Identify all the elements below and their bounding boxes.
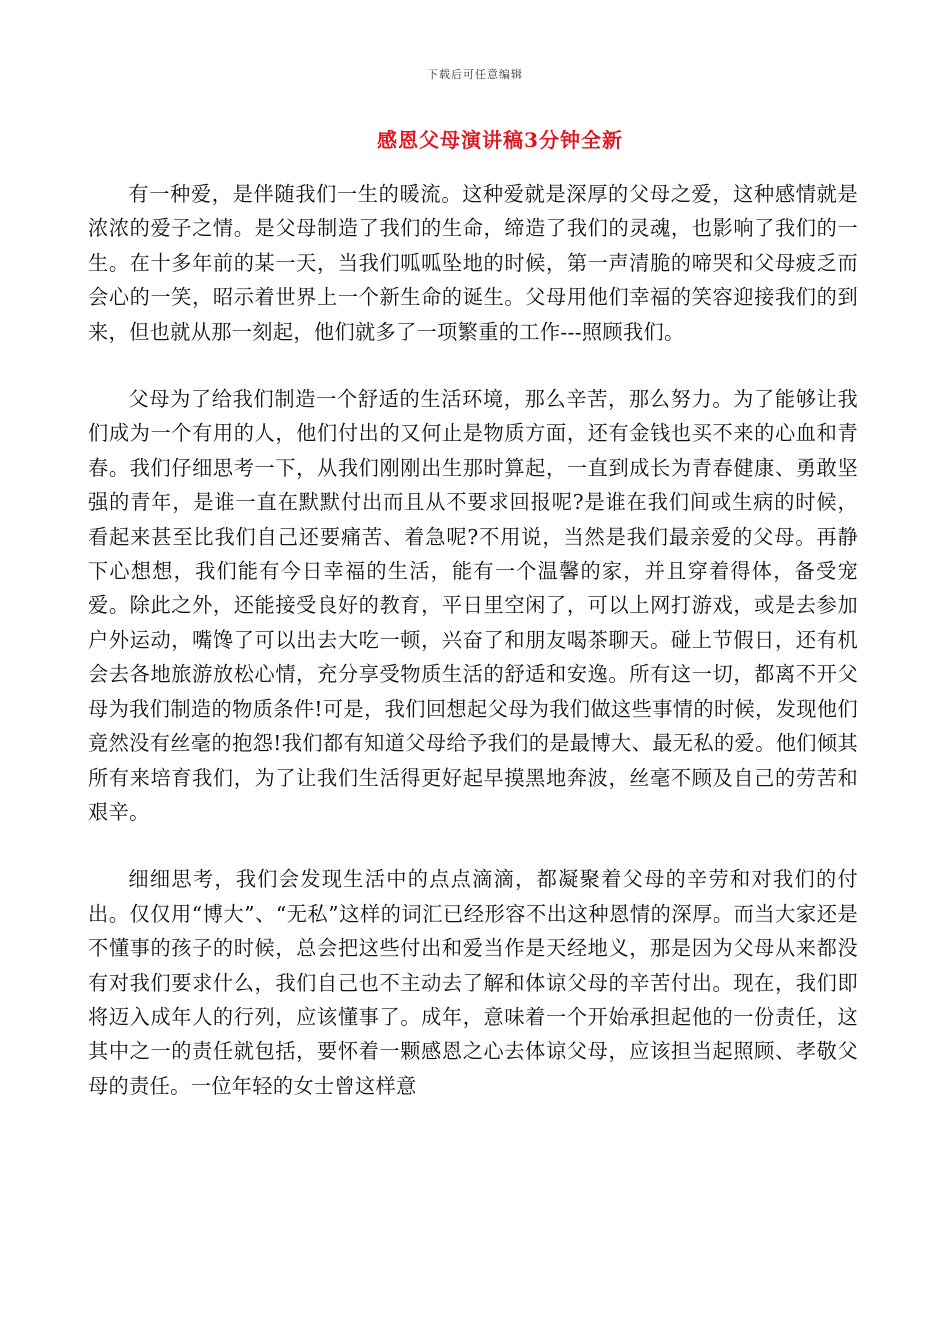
- paragraph-1: 有一种爱，是伴随我们一生的暖流。这种爱就是深厚的父母之爱，这种感情就是浓浓的爱子之情。是父母制造了我们的生命，缔造了我们的灵魂，也影响了我们的一生。在十多年前的某一天，当我们呱呱坠地的时候，第一声清脆的啼哭和父母疲乏而会心的一笑，昭示着世界上一个新生命的诞生。父母用他们幸福的笑容迎接我们的到来，但也就从那一刻起，他们就多了一项繁重的工作---照顾我们。: [88, 182, 858, 344]
- header-note: 下载后可任意编辑: [427, 68, 523, 81]
- paragraph-2: 父母为了给我们制造一个舒适的生活环境，那么辛苦，那么努力。为了能够让我们成为一个有用的人，他们付出的又何止是物质方面，还有金钱也买不来的心血和青春。我们仔细思考一下，从我们刚刚出生那时算起，一直到成长为青春健康、勇敢坚强的青年，是谁一直在默默付出而且从不要求回报呢?是谁在我们间或生病的时候，看起来甚至比我们自己还要痛苦、着急呢?不用说，当然是我们最亲爱的父母。再静下心想想，我们能有今日幸福的生活，能有一个温馨的家，并且穿着得体，备受宠爱。除此之外，还能接受良好的教育，平日里空闲了，可以上网打游戏，或是去参加户外运动，嘴馋了可以出去大吃一顿，兴奋了和朋友喝茶聊天。碰上节假日，还有机会去各地旅游放松心情，充分享受物质生活的舒适和安逸。所有这一切，都离不开父母为我们制造的物质条件!可是，我们回想起父母为我们做这些事情的时候，发现他们竟然没有丝毫的抱怨!我们都有知道父母给予我们的是最博大、最无私的爱。他们倾其所有来培育我们，为了让我们生活得更好起早摸黑地奔波，丝毫不顾及自己的劳苦和艰辛。: [88, 387, 858, 824]
- paragraph-3: 细细思考，我们会发现生活中的点点滴滴，都凝聚着父母的辛劳和对我们的付出。仅仅用“博大”、“无私”这样的词汇已经形容不出这种恩情的深厚。而当大家还是不懂事的孩子的时候，总会把这些付出和爱当作是天经地义，那是因为父母从来都没有对我们要求什么，我们自己也不主动去了解和体谅父母的辛苦付出。现在，我们即将迈入成年人的行列，应该懂事了。成年，意味着一个开始承担起他的一份责任，这其中之一的责任就包括，要怀着一颗感恩之心去体谅父母，应该担当起照顾、孝敬父母的责任。一位年轻的女士曾这样意: [88, 867, 858, 1098]
- document-body: [88, 177, 858, 1136]
- page-title: 感恩父母演讲稿3分钟全新: [377, 128, 623, 152]
